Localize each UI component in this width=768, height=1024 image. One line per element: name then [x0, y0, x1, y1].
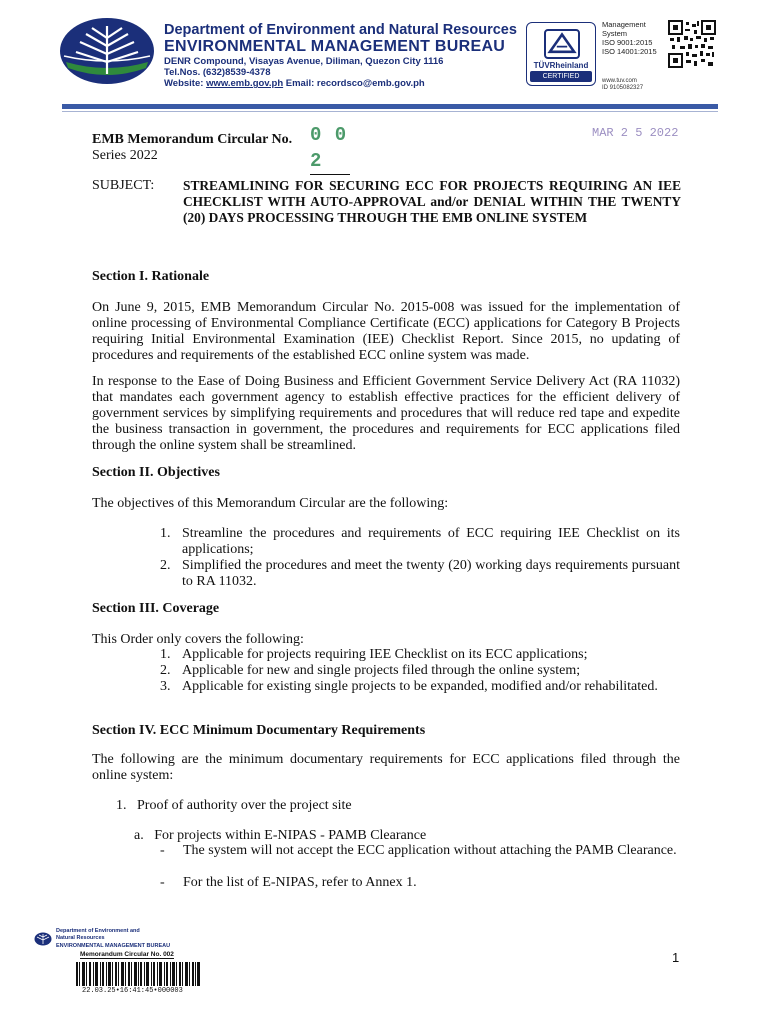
- requirement-bullet: [160, 875, 680, 891]
- subject-label: SUBJECT:: [92, 178, 155, 193]
- list-item: [160, 558, 680, 590]
- memo-title: EMB Memorandum Circular No.: [92, 132, 293, 147]
- section-heading-rationale: Section I. Rationale: [92, 269, 210, 284]
- list-item: [160, 663, 680, 679]
- list-item-number: 1.: [160, 647, 171, 662]
- section-heading-objectives: Section II. Objectives: [92, 465, 220, 480]
- list-item-text: Applicable for existing single projects to be expanded, modified and/or rehabilitated.: [182, 679, 658, 694]
- list-item-text: Applicable for projects requiring IEE Checklist on its ECC applications;: [182, 647, 588, 662]
- mgmt-footer-line: www.tuv.com: [602, 78, 637, 84]
- requirement-bullet: [160, 843, 680, 859]
- tuv-triangle-icon: [544, 29, 580, 59]
- requirement-item-1: [116, 798, 352, 814]
- agency-address: DENR Compound, Visayas Avenue, Diliman, Quezon City 1116: [164, 56, 444, 67]
- mgmt-line: Management: [602, 20, 646, 29]
- objectives-intro: The objectives of this Memorandum Circular are the following:: [92, 496, 449, 511]
- list-item-number: 1.: [160, 526, 171, 541]
- sub-item-text: For projects within E-NIPAS - PAMB Clearance: [154, 828, 427, 843]
- agency-contact: [164, 78, 517, 89]
- certifier-name: TÜVRheinland: [533, 61, 589, 70]
- agency-department: Department of Environment and Natural Resources: [164, 22, 517, 38]
- list-item-text: Streamline the procedures and requirements of ECC requiring IEE Checklist on its applications;: [182, 526, 680, 557]
- list-item-number: 3.: [160, 679, 171, 694]
- certified-label: CERTIFIED: [530, 71, 592, 82]
- website-link[interactable]: www.emb.gov.ph: [206, 78, 284, 89]
- list-item-text: Applicable for new and single projects filed through the online system;: [182, 663, 581, 678]
- section-heading-coverage: Section III. Coverage: [92, 601, 220, 616]
- coverage-list: [160, 647, 680, 695]
- coverage-intro: This Order only covers the following:: [92, 632, 304, 647]
- stamp-code: 22.03.25•16:41:45•000003: [82, 987, 183, 995]
- management-system-text: [602, 20, 657, 56]
- requirement-item-text: Proof of authority over the project site: [137, 798, 352, 813]
- agency-bureau: ENVIRONMENTAL MANAGEMENT BUREAU: [164, 38, 506, 55]
- header-rule-thin: [62, 111, 718, 112]
- agency-block: [164, 22, 517, 89]
- emb-logo-icon: [58, 16, 156, 86]
- mgmt-line: ISO 14001:2015: [602, 47, 657, 56]
- stamp-department: [56, 928, 140, 941]
- email-address: recordsco@emb.gov.ph: [316, 78, 425, 89]
- bullet-text: The system will not accept the ECC application without attaching the PAMB Clearance.: [183, 843, 677, 858]
- emb-logo-small-icon: [34, 932, 52, 946]
- list-item-text: Simplified the procedures and meet the twenty (20) working days requirements pursuant to RA 11032.: [182, 558, 680, 589]
- letterhead: [56, 12, 720, 96]
- header-rule: [62, 104, 718, 109]
- bullet-text: For the list of E-NIPAS, refer to Annex 1.: [183, 875, 417, 890]
- requirement-sub-item-a: [134, 828, 426, 844]
- rationale-paragraph-2: In response to the Ease of Doing Business and Efficient Government Service Delivery Act (RA 11032) that mandates each government agency to establish effective practices for the efficient delivery of government services by simplifying requirements and procedures that will reduce red tape and expedite the business transaction in government, the procedures and requirements for ECC applications filed through the online system shall be streamlined.: [92, 374, 680, 453]
- memo-number: 0 0 2: [310, 122, 350, 175]
- list-item-number: 2.: [160, 558, 171, 573]
- list-item: [160, 647, 680, 663]
- stamp-reference: Memorandum Circular No. 002: [80, 951, 174, 958]
- qr-code-icon: [668, 20, 716, 68]
- objectives-list: [160, 526, 680, 590]
- mgmt-line: ISO 9001:2015: [602, 38, 653, 47]
- tuv-certification-badge: [526, 22, 596, 86]
- mgmt-footer-line: ID 9105082327: [602, 85, 644, 91]
- receiving-stamp: [30, 924, 206, 1006]
- barcode-icon: [76, 962, 200, 986]
- page-number: 1: [672, 950, 680, 965]
- memo-date-stamp: MAR 2 5 2022: [592, 126, 679, 140]
- section-heading-requirements: Section IV. ECC Minimum Documentary Requirements: [92, 723, 426, 738]
- stamp-bureau: ENVIRONMENTAL MANAGEMENT BUREAU: [56, 943, 171, 949]
- rationale-paragraph-1: On June 9, 2015, EMB Memorandum Circular No. 2015-008 was issued for the implementation of online processing of Environmental Compliance Certificate (ECC) applications for Category B Projects requiring Initial Environmental Examination (IEE) Checklist Report. Since 2015, no updating of procedures and requirements of the established ECC online system was made.: [92, 300, 680, 363]
- stamp-dept-line: Department of Environment and: [56, 928, 140, 934]
- memo-series: Series 2022: [92, 148, 158, 163]
- list-item-number: 2.: [160, 663, 171, 678]
- list-item: [160, 679, 680, 695]
- management-system-footer: [602, 78, 643, 92]
- mgmt-line: System: [602, 29, 628, 38]
- agency-telephone: Tel.Nos. (632)8539-4378: [164, 67, 271, 78]
- email-label: Email:: [285, 78, 315, 89]
- list-item: [160, 526, 680, 558]
- stamp-dept-line: Natural Resources: [56, 934, 105, 941]
- bullet-dash: -: [160, 875, 165, 890]
- subject-text: STREAMLINING FOR SECURING ECC FOR PROJECTS REQUIRING AN IEE CHECKLIST WITH AUTO-APPROVAL and/or DENIAL WITHIN THE TWENTY (20) DAYS PROCESSING THROUGH THE EMB ONLINE SYSTEM: [183, 178, 681, 225]
- website-label: Website:: [164, 78, 204, 89]
- requirement-item-number: 1.: [116, 798, 127, 813]
- bullet-dash: -: [160, 843, 165, 858]
- requirements-intro: The following are the minimum documentary requirements for ECC applications filed through the online system:: [92, 752, 680, 783]
- sub-item-label: a.: [134, 828, 144, 843]
